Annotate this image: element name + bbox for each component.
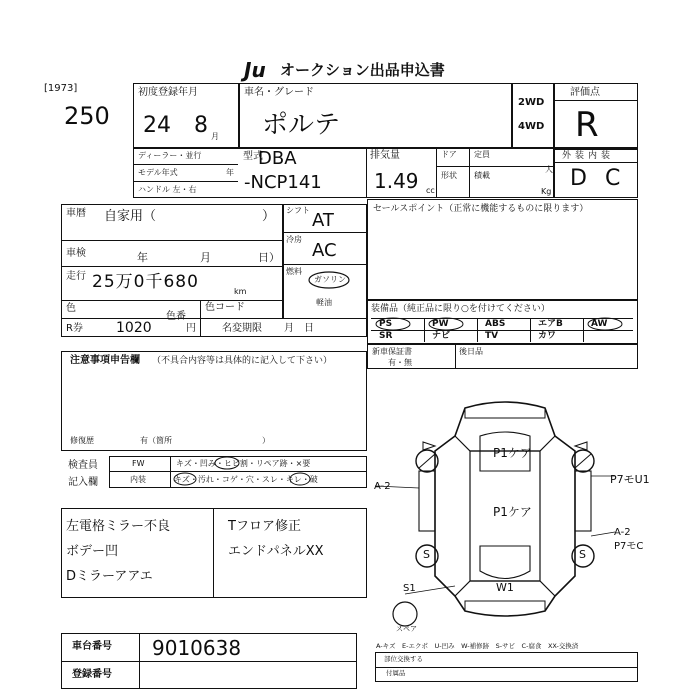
notes-box — [61, 351, 367, 451]
inspection-month: 月 — [200, 251, 211, 264]
r-ticket-unit: 円 — [186, 323, 196, 334]
aircon-value: AC — [312, 240, 337, 261]
equipment-item: PW — [432, 319, 449, 329]
registration-year: 24 — [143, 113, 171, 138]
inspector-fw: FW — [132, 459, 145, 468]
mark-wheel-s-left: S — [423, 548, 430, 561]
equipment-item: カワ — [538, 331, 557, 341]
equipment-item: AW — [591, 319, 608, 329]
dealer-label: ディーラー・並行 — [138, 151, 202, 160]
service-book-label: 後日品 — [459, 347, 483, 356]
load-unit: Kg — [541, 187, 552, 196]
color-label: 色 — [66, 303, 76, 314]
mark-hood-right: P7モU1 — [610, 473, 650, 486]
inspector-interior: 内装 — [130, 475, 146, 484]
equipment-item: PS — [379, 319, 393, 329]
handwritten-note-left: 左電格ミラー不良 — [66, 519, 171, 534]
handwritten-note-right: Tフロア修正 — [228, 519, 301, 534]
reg-number-label: 登録番号 — [72, 669, 112, 680]
color-number-label: 色番 — [166, 311, 186, 322]
mark-p-right: P7モC — [614, 541, 644, 552]
mark-roof: P1ケア — [493, 505, 532, 519]
fuel-gasoline: ガソリン — [314, 275, 346, 284]
model-type-value1: DBA — [258, 148, 297, 169]
mileage-value: 25万0千680 — [92, 272, 199, 292]
interior-score: C — [605, 166, 621, 191]
notes-sublabel: （不具合内容等は具体的に記入して下さい） — [152, 356, 333, 366]
registration-month-unit: 月 — [211, 132, 219, 141]
capacity-unit: 人 — [545, 165, 553, 174]
mark-wheel-s-right: S — [579, 548, 586, 561]
warranty-label: 新車保証書 — [372, 347, 412, 356]
reference-code: [1973] — [44, 83, 78, 94]
inspection-label: 車検 — [66, 248, 86, 259]
equipment-circle — [585, 317, 631, 331]
sales-point-box — [367, 199, 638, 300]
evaluation-score: R — [575, 105, 599, 145]
door-label: ドア — [441, 150, 457, 159]
form-title: オークション出品申込書 — [280, 61, 445, 79]
warranty-options: 有・無 — [388, 358, 412, 367]
mark-front-roof: P1ケア — [493, 446, 532, 460]
repair-history-close: ） — [262, 436, 270, 445]
model-type-value2: -NCP141 — [244, 172, 322, 193]
mileage-unit: km — [234, 287, 247, 296]
exterior-score: D — [570, 166, 587, 191]
inspector-circles — [170, 456, 390, 486]
model-type-label: 型式 — [243, 151, 263, 162]
equipment-item: ナビ — [432, 331, 451, 341]
sales-point-label: セールスポイント（正常に機能するものに限ります） — [373, 204, 589, 214]
inspector-interior-items: キズ・汚れ・コゲ・穴・スレ・キレ・破 — [174, 475, 318, 484]
chassis-value: 9010638 — [152, 636, 242, 660]
company-logo: Ju — [244, 58, 266, 82]
evaluation-label: 評価点 — [570, 87, 600, 98]
history-value: 自家用（ — [104, 209, 157, 224]
history-close: ） — [262, 209, 276, 224]
mark-a-right: A-2 — [614, 527, 631, 538]
inspector-fw-items: キズ・凹み・ヒビ割・リペア跡・×要 — [176, 459, 311, 468]
shape-label: 形状 — [441, 171, 457, 180]
repair-history-label: 修復歴 — [70, 436, 94, 445]
mark-s: S1 — [403, 583, 416, 594]
aircon-label: 冷房 — [286, 235, 302, 244]
registration-label: 初度登録年月 — [138, 87, 198, 98]
equipment-item: エアB — [538, 319, 563, 329]
equipment-circle — [426, 317, 472, 331]
inspection-day: 日） — [258, 251, 280, 264]
spare-label: スペア — [396, 625, 417, 633]
model-year-label: モデル年式 — [138, 168, 178, 177]
name-change-label: 名変期限 — [222, 323, 262, 334]
equipment-item: ABS — [485, 319, 506, 329]
fuel-label: 燃料 — [286, 267, 302, 276]
displacement-label: 排気量 — [370, 150, 400, 161]
handwritten-note-left: ボデー凹 — [66, 544, 119, 559]
equipment-item: TV — [485, 331, 499, 341]
history-label: 車暦 — [66, 208, 86, 219]
displacement-value: 1.49 — [374, 169, 419, 193]
equipment-circle — [373, 317, 419, 331]
r-ticket-label: R券 — [66, 323, 83, 334]
registration-month: 8 — [194, 113, 208, 138]
equipment-item: SR — [379, 331, 393, 341]
legend-sub2: 付属品 — [386, 669, 406, 677]
shift-value: AT — [312, 210, 334, 231]
chassis-label: 車台番号 — [72, 641, 112, 652]
drive-2wd: 2WD — [518, 97, 545, 108]
exterior-interior-label: 外装内装 — [562, 151, 615, 161]
fuel-diesel: 軽油 — [316, 298, 332, 307]
color-code-label: 色コード — [205, 302, 245, 313]
legend-sub1: 部位交換する — [384, 655, 423, 663]
drive-4wd: 4WD — [518, 121, 545, 132]
capacity-label: 定員 — [474, 150, 490, 159]
inspector-label: 検査員 — [68, 460, 98, 471]
inspector-entry-label: 記入欄 — [68, 477, 98, 488]
displacement-unit: cc — [426, 186, 435, 195]
handwritten-note-right: エンドパネルXX — [228, 544, 324, 559]
name-change-value: 月 日 — [284, 323, 314, 334]
gasoline-circle — [308, 271, 352, 289]
model-year-unit: 年 — [226, 168, 234, 177]
notes-label: 注意事項申告欄 — [70, 355, 140, 366]
load-label: 積載 — [474, 171, 490, 180]
handwritten-note-left: Dミラーアアエ — [66, 569, 153, 584]
mileage-label: 走行 — [66, 271, 86, 282]
inspection-year: 年 — [137, 251, 148, 264]
handle-label: ハンドル 左・右 — [138, 185, 197, 194]
damage-legend: A-キズ E-エクボ U-凹み W-補修跡 S-サビ C-腐食 XX-交換済 — [376, 642, 579, 650]
r-ticket-value: 1020 — [116, 320, 152, 336]
car-name-label: 車名・グレード — [244, 87, 314, 98]
shift-label: シフト — [286, 206, 310, 215]
car-name-value: ポルテ — [262, 110, 341, 140]
mark-w: W1 — [496, 581, 514, 594]
lot-number: 250 — [64, 102, 110, 130]
equipment-label: 装備品（純正品に限り○を付けてください） — [371, 304, 550, 314]
mark-a-left: A-2 — [374, 481, 391, 492]
repair-history-value: 有（箇所 — [140, 436, 172, 445]
